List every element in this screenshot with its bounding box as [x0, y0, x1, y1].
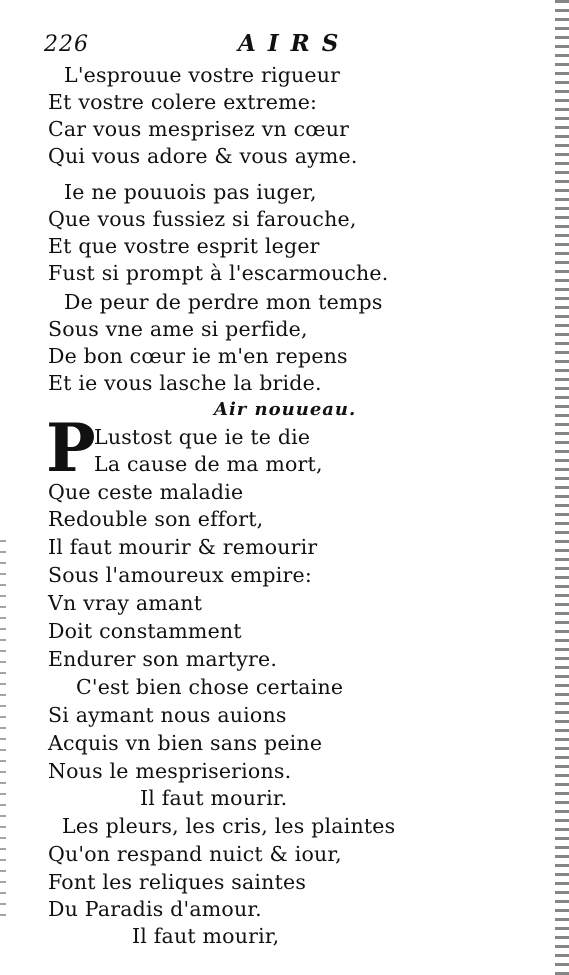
- page-edge-shadow: [555, 0, 569, 975]
- verse-line: Acquis vn bien sans peine: [48, 731, 323, 755]
- verse-line: La cause de ma mort,: [94, 452, 323, 476]
- verse-line: Doit constamment: [48, 619, 242, 643]
- verse-line: Les pleurs, les cris, les plaintes: [62, 814, 396, 838]
- verse-line: Et que vostre esprit leger: [48, 234, 320, 258]
- verse-line: Fust si prompt à l'escarmouche.: [48, 261, 389, 285]
- verse-line: Qu'on respand nuict & iour,: [48, 842, 342, 866]
- verse-line: Il faut mourir,: [132, 924, 280, 948]
- verse-line: Lustost que ie te die: [94, 425, 311, 449]
- section-title: Air nouueau.: [214, 399, 357, 420]
- verse-line: Que ceste maladie: [48, 480, 244, 504]
- verse-line: Il faut mourir & remourir: [48, 535, 318, 559]
- verse-line: Nous le mespriserions.: [48, 759, 292, 783]
- left-edge-shadow: [0, 540, 6, 920]
- verse-line: Si aymant nous auions: [48, 703, 287, 727]
- verse-line: Du Paradis d'amour.: [48, 897, 262, 921]
- verse-line: Et ie vous lasche la bride.: [48, 371, 322, 395]
- page-number: 226: [44, 32, 89, 57]
- running-title: AIRS: [238, 30, 351, 57]
- verse-line: De peur de perdre mon temps: [64, 290, 383, 314]
- verse-line: Il faut mourir.: [140, 786, 288, 810]
- verse-line: Car vous mesprisez vn cœur: [48, 117, 350, 141]
- verse-line: Et vostre colere extreme:: [48, 90, 318, 114]
- verse-line: Vn vray amant: [48, 591, 203, 615]
- verse-line: Redouble son effort,: [48, 507, 264, 531]
- verse-line: De bon cœur ie m'en repens: [48, 344, 348, 368]
- verse-line: Que vous fussiez si farouche,: [48, 207, 357, 231]
- verse-line: Qui vous adore & vous ayme.: [48, 144, 358, 168]
- verse-line: L'esprouue vostre rigueur: [64, 63, 341, 87]
- verse-line: Sous vne ame si perfide,: [48, 317, 308, 341]
- verse-line: Sous l'amoureux empire:: [48, 563, 312, 587]
- verse-line: Font les reliques saintes: [48, 870, 307, 894]
- verse-line: Ie ne pouuois pas iuger,: [64, 180, 317, 204]
- verse-line: C'est bien chose certaine: [76, 675, 344, 699]
- drop-cap: P: [46, 409, 96, 487]
- verse-line: Endurer son martyre.: [48, 647, 278, 671]
